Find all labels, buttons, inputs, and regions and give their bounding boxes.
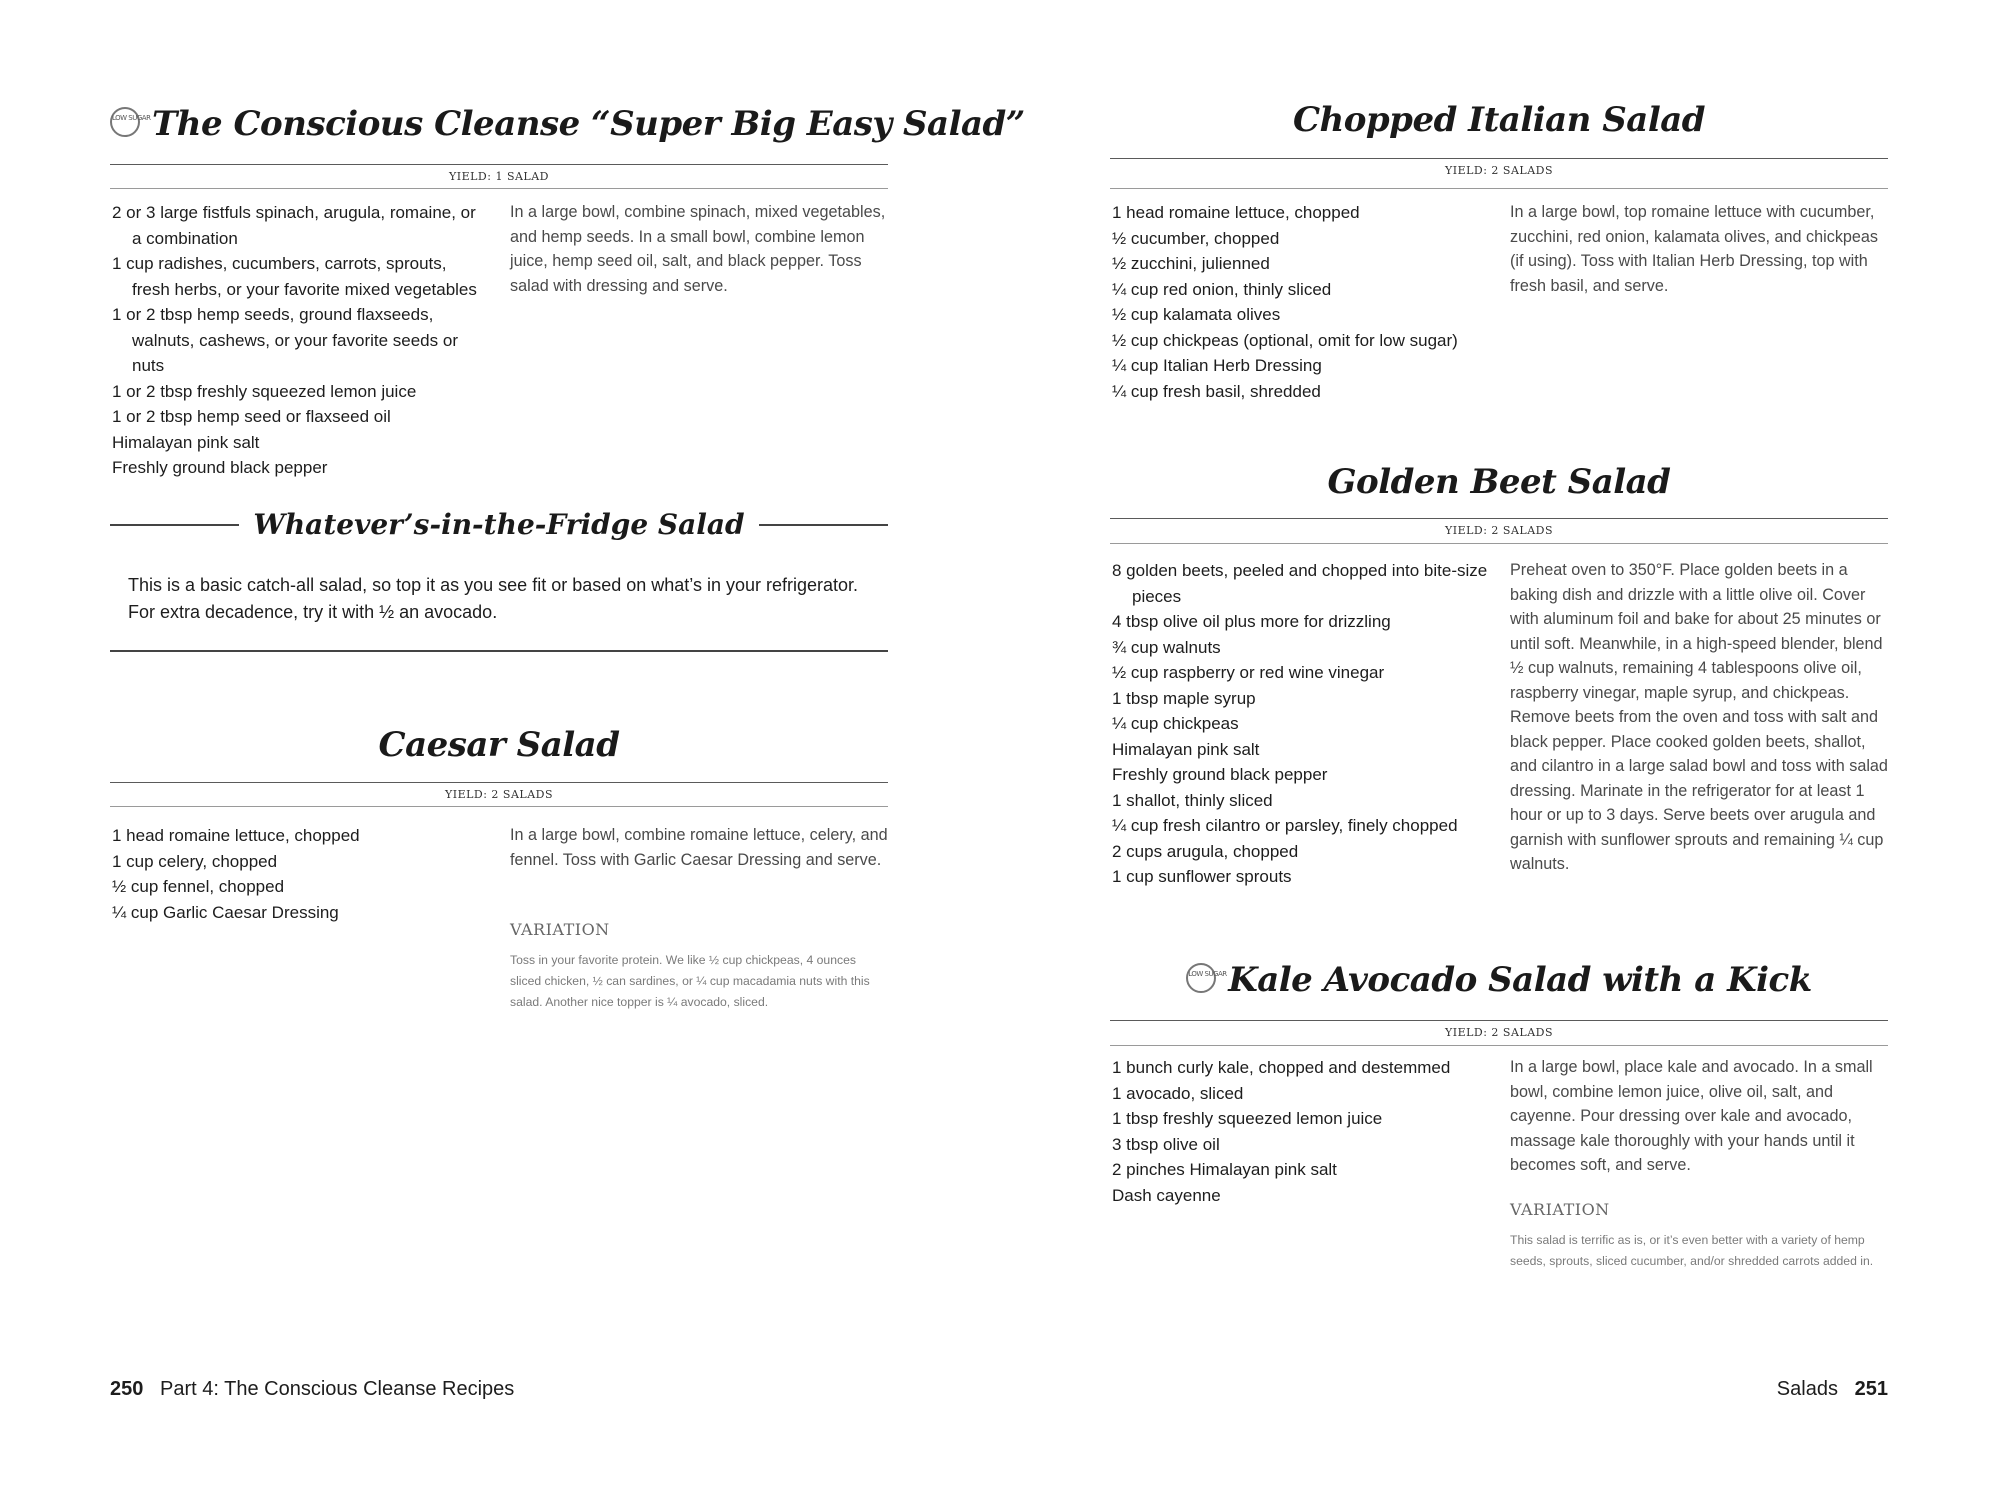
ingredient: Himalayan pink salt [1112, 739, 1260, 759]
ingredient: 1 head romaine lettuce, chopped [112, 826, 360, 845]
ingredient: Freshly ground black pepper [112, 458, 328, 477]
ingredient: ¼ cup chickpeas [1112, 714, 1239, 733]
ingredient: ½ cup fennel, chopped [112, 877, 285, 896]
recipe-title [1110, 462, 1888, 502]
recipe-title-text: Golden Beet Salad [1327, 462, 1671, 502]
ingredient: 4 tbsp olive oil plus more for drizzling [1112, 612, 1391, 631]
ingredient: Dash cayenne [1112, 1185, 1221, 1205]
ingredient: 1 bunch curly kale, chopped and destemmed [1112, 1058, 1451, 1077]
page-number: 251 [1854, 1378, 1888, 1400]
method-text: In a large bowl, combine spinach, mixed vegetables, and hemp seeds. In a small bowl, combine lemon juice, hemp seed oil, salt, and black pepper. Toss salad with dressing and serve. [510, 203, 886, 295]
ingredient: 2 cups arugula, chopped [1112, 841, 1299, 861]
recipe-title [110, 725, 888, 765]
yield-label: YIELD: 2 SALADS [1444, 164, 1554, 177]
method-text: In a large bowl, combine romaine lettuce, celery, and fennel. Toss with Garlic Caesar Dressing and serve. [510, 826, 888, 869]
recipe-title-text: Whatever’s-in-the-Fridge Salad [253, 508, 745, 541]
divider [110, 782, 888, 783]
ingredient: 1 or 2 tbsp freshly squeezed lemon juice [112, 381, 417, 401]
divider [110, 164, 888, 165]
divider [110, 806, 888, 807]
ingredient-list [1112, 1055, 1502, 1208]
ingredient: 1 cup celery, chopped [112, 851, 278, 871]
divider [1110, 158, 1888, 159]
variation-text: This salad is terrific as is, or it’s even better with a variety of hemp seeds, sprouts, sliced cucumber, and/or shredded carrots added in. [1510, 1233, 1874, 1268]
ingredient: 1 or 2 tbsp hemp seed or flaxseed oil [112, 407, 391, 426]
recipe-title-text: Caesar Salad [378, 725, 620, 765]
divider [110, 188, 888, 189]
ingredient: 1 shallot, thinly sliced [1112, 790, 1273, 810]
method-text: In a large bowl, place kale and avocado. In a small bowl, combine lemon juice, olive oil, salt, and cayenne. Pour dressing over kale and avocado, massage kale thoroughly with your hands until it becomes soft, and serve. [1510, 1058, 1873, 1174]
variation-label: VARIATION [1510, 1200, 1610, 1219]
ingredient: 1 or 2 tbsp hemp seeds, ground flaxseeds, walnuts, cashews, or your favorite seeds or nuts [112, 305, 458, 375]
ingredient-list [1112, 200, 1502, 404]
low-sugar-badge-icon: LOW SUGAR [110, 107, 140, 137]
variation-text: Toss in your favorite protein. We like ½ cup chickpeas, 4 ounces sliced chicken, ½ can sardines, or ¼ cup macadamia nuts with this salad. Another nice topper is ¼ avocado, sliced. [510, 953, 870, 1009]
intro-text: This is a basic catch-all salad, so top it as you see fit or based on what’s in your refrigerator. For extra decadence, try it with ½ an avocado. [128, 575, 859, 622]
yield-label: YIELD: 1 SALAD [448, 170, 549, 183]
ingredient-list [1112, 558, 1492, 890]
ingredient: 1 tbsp freshly squeezed lemon juice [1112, 1109, 1383, 1128]
ingredient: 1 tbsp maple syrup [1112, 688, 1256, 708]
ingredient-list [112, 200, 482, 481]
ingredient: ½ zucchini, julienned [1112, 254, 1270, 273]
divider [1110, 518, 1888, 519]
divider [110, 524, 239, 526]
divider [759, 524, 888, 526]
ingredient: ¼ cup Garlic Caesar Dressing [112, 902, 339, 922]
page-number: 250 [110, 1378, 144, 1400]
ingredient: 1 avocado, sliced [1112, 1083, 1244, 1103]
ingredient: 1 head romaine lettuce, chopped [1112, 203, 1360, 222]
ingredient: 1 cup sunflower sprouts [1112, 867, 1292, 886]
ingredient: 8 golden beets, peeled and chopped into bite-size pieces [1112, 561, 1488, 606]
yield-label: YIELD: 2 SALADS [444, 788, 554, 801]
divider [1110, 543, 1888, 544]
divider [1110, 188, 1888, 189]
recipe-title-text: Kale Avocado Salad with a Kick [1228, 960, 1812, 1000]
recipe-title-banner [110, 508, 888, 541]
page-footer [110, 1378, 514, 1401]
recipe-title-text: The Conscious Cleanse “Super Big Easy Salad” [152, 104, 1025, 144]
page-footer [1777, 1378, 1888, 1401]
recipe-title-text: Chopped Italian Salad [1292, 100, 1706, 140]
divider [110, 650, 888, 652]
recipe-title [1110, 100, 1888, 140]
ingredient: ½ cup chickpeas (optional, omit for low sugar) [1112, 330, 1458, 350]
ingredient: ¼ cup fresh cilantro or parsley, finely chopped [1112, 816, 1458, 835]
ingredient: ½ cucumber, chopped [1112, 228, 1280, 248]
ingredient: ¾ cup walnuts [1112, 637, 1221, 657]
yield-label: YIELD: 2 SALADS [1444, 1026, 1554, 1039]
divider [1110, 1020, 1888, 1021]
ingredient-list [112, 823, 482, 925]
section-name: Part 4: The Conscious Cleanse Recipes [160, 1378, 515, 1400]
ingredient: 1 cup radishes, cucumbers, carrots, sprouts, fresh herbs, or your favorite mixed vegetables [112, 254, 477, 299]
ingredient: 2 pinches Himalayan pink salt [1112, 1160, 1337, 1179]
section-name: Salads [1776, 1378, 1838, 1400]
ingredient: 2 or 3 large fistfuls spinach, arugula, romaine, or a combination [112, 203, 476, 248]
method-text: Preheat oven to 350°F. Place golden beets in a baking dish and drizzle with a little olive oil. Cover with aluminum foil and bake for about 25 minutes or until soft. Meanwhile, in a high-speed blender, blend ½ cup walnuts, remaining 4 tablespoons olive oil, raspberry vinegar, maple syrup, and chickpeas. Remove beets from the oven and toss with salt and black pepper. Place cooked golden beets, shallot, and cilantro in a large salad bowl and toss with salad dressing. Marinate in the refrigerator for at least 1 hour or up to 3 days. Serve beets over arugula and garnish with sunflower sprouts and remaining ¼ cup walnuts. [1510, 561, 1888, 873]
right-page [1000, 0, 2000, 1501]
ingredient: ¼ cup fresh basil, shredded [1112, 381, 1321, 401]
ingredient: Himalayan pink salt [112, 432, 260, 452]
recipe-title [110, 104, 1025, 144]
ingredient: 3 tbsp olive oil [1112, 1134, 1220, 1154]
ingredient: ½ cup kalamata olives [1112, 305, 1281, 324]
ingredient: ¼ cup Italian Herb Dressing [1112, 356, 1322, 375]
ingredient: ½ cup raspberry or red wine vinegar [1112, 663, 1385, 682]
variation-label: VARIATION [510, 920, 610, 939]
method-text: In a large bowl, top romaine lettuce with cucumber, zucchini, red onion, kalamata olives, and chickpeas (if using). Toss with Italian Herb Dressing, top with fresh basil, and serve. [1510, 203, 1879, 295]
ingredient: ¼ cup red onion, thinly sliced [1112, 279, 1332, 299]
ingredient: Freshly ground black pepper [1112, 765, 1328, 784]
divider [1110, 1045, 1888, 1046]
yield-label: YIELD: 2 SALADS [1444, 524, 1554, 537]
recipe-title [1110, 960, 1888, 1000]
low-sugar-badge-icon: LOW SUGAR [1186, 963, 1216, 993]
